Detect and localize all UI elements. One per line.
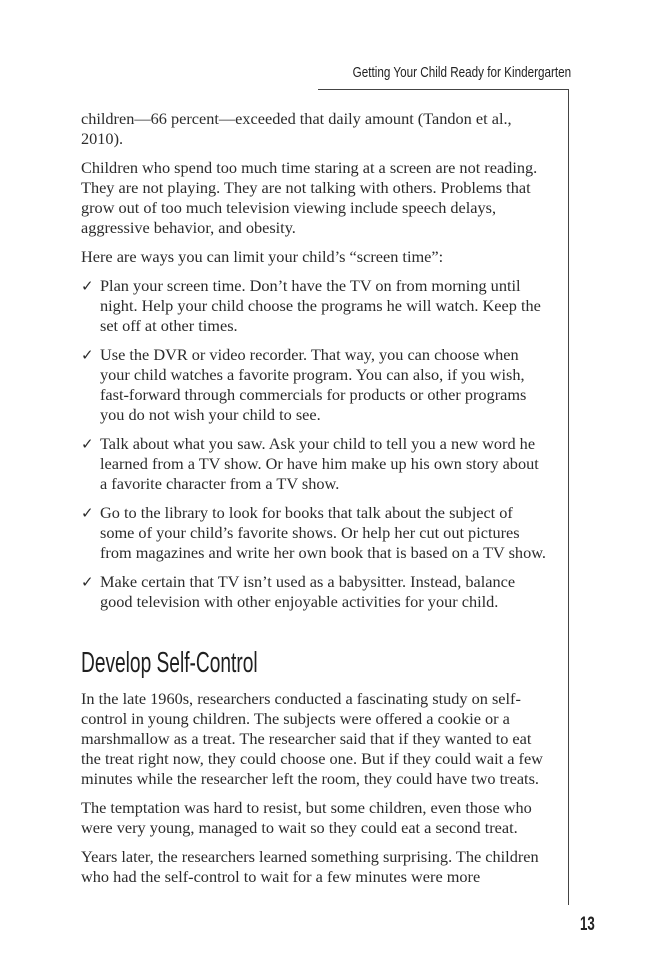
list-item (81, 345, 550, 425)
list-item-text: Use the DVR or video recorder. That way, you can choose when your child watches a favorite program. You can also, if you wish, fast-forward through commercials for products or other programs you do not wish your child to see. (100, 345, 527, 424)
header-rule (318, 89, 569, 90)
list-item-text: Talk about what you saw. Ask your child to tell you a new word he learned from a TV show. Or have him make up his own story about a favorite character from a TV show. (100, 434, 539, 493)
body-paragraph: Years later, the researchers learned something surprising. The children who had the self-control to wait for a few minutes were more (81, 847, 539, 886)
check-mark-icon: ✓ (81, 504, 94, 522)
check-mark-icon: ✓ (81, 346, 94, 364)
check-mark-icon: ✓ (81, 435, 94, 453)
list-item (81, 434, 550, 494)
list-item-text: Make certain that TV isn’t used as a babysitter. Instead, balance good television with other enjoyable activities for your child. (100, 572, 516, 611)
margin-rule (568, 89, 569, 905)
page-body (81, 109, 550, 896)
list-item-text: Plan your screen time. Don’t have the TV on from morning until night. Help your child choose the programs he will watch. Keep the set off at other times. (100, 276, 541, 335)
list-item (81, 572, 550, 612)
check-mark-icon: ✓ (81, 573, 94, 591)
body-paragraph: In the late 1960s, researchers conducted a fascinating study on self-control in young children. The subjects were offered a cookie or a marshmallow as a treat. The researcher said that if they wanted to eat the treat right now, they could choose one. But if they could wait a few minutes while the researcher left the room, they could have two treats. (81, 689, 543, 788)
section-heading: Develop Self-Control (81, 647, 258, 679)
page-number: 13 (580, 914, 595, 935)
screen-time-tips-list (81, 276, 550, 612)
running-header-title: Getting Your Child Ready for Kindergarten (352, 64, 571, 81)
check-mark-icon: ✓ (81, 277, 94, 295)
list-item-text: Go to the library to look for books that talk about the subject of some of your child’s favorite shows. Or help her cut out pictures from magazines and write her own book that is based on a TV show. (100, 503, 546, 562)
body-paragraph: The temptation was hard to resist, but some children, even those who were very young, managed to wait so they could eat a second treat. (81, 798, 532, 837)
list-item (81, 276, 550, 336)
body-paragraph: Here are ways you can limit your child’s “screen time”: (81, 247, 444, 266)
body-paragraph: children—66 percent—exceeded that daily amount (Tandon et al., 2010). (81, 109, 512, 148)
list-item (81, 503, 550, 563)
body-paragraph: Children who spend too much time staring at a screen are not reading. They are not playing. They are not talking with others. Problems that grow out of too much television viewing include speech delays, aggressive behavior, and obesity. (81, 158, 538, 237)
